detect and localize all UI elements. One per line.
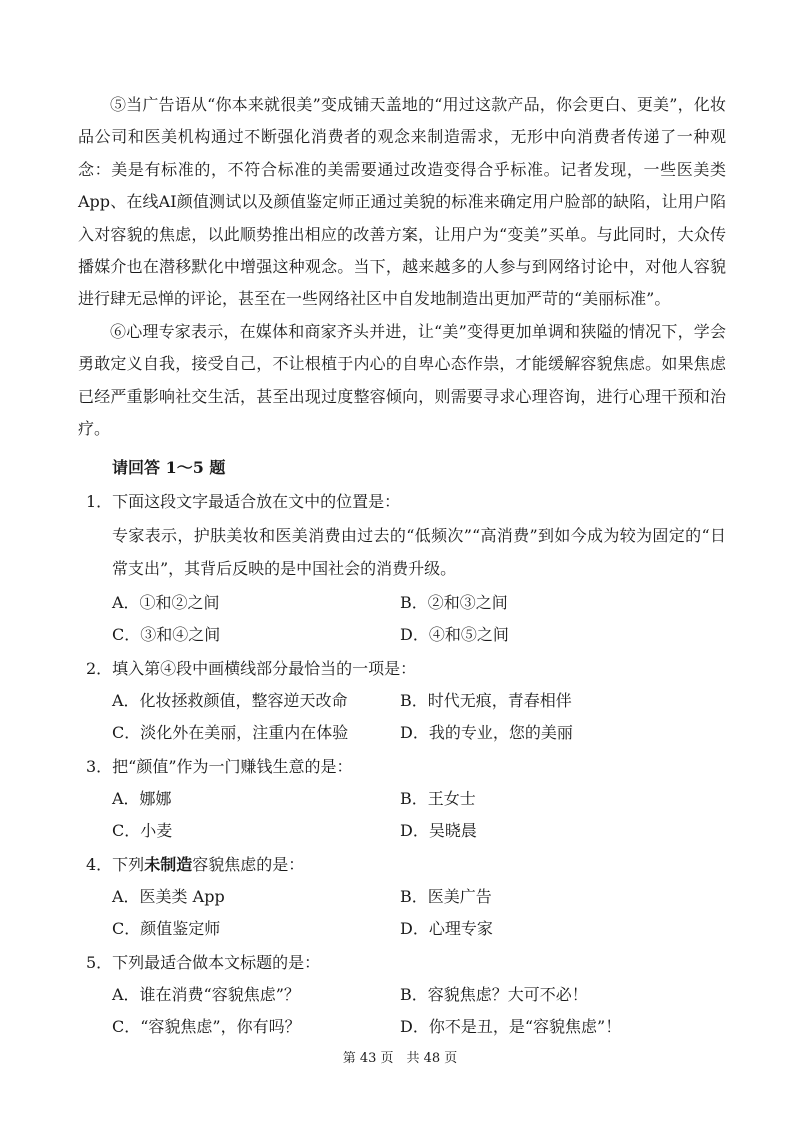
question-4-stem-start: 4．下列 xyxy=(86,855,145,874)
question-5-stem: 5．下列最适合做本文标题的是： xyxy=(86,953,321,972)
question-2-option-a[interactable]: A．化妆拯救颜值，整容逆天改命 xyxy=(112,691,348,710)
question-1-passage: 专家表示，护肤美妆和医美消费由过去的“低频次”“高消费”到如今成为较为固定的“日常支出”，其背后反映的是中国社会的消费升级。 xyxy=(112,526,726,578)
question-1-option-c[interactable]: C．③和④之间 xyxy=(112,625,221,644)
question-4-option-d[interactable]: D．心理专家 xyxy=(400,919,493,938)
paragraph-5: ⑤当广告语从“你本来就很美”变成铺天盖地的“用过这款产品，你会更白、更美”，化妆品公司和医美机构通过不断强化消费者的观念来制造需求，无形中向消费者传递了一种观念：美是有标准的，不符合标准的美需要通过改造变得合乎标准。记者发现，一些医美类App、在线AI颜值测试以及颜值鉴定师正通过美貌的标准来确定用户脸部的缺陷，让用户陷入对容貌的焦虑，以此顺势推出相应的改善方案，让用户为“变美”买单。与此同时，大众传播媒介也在潜移默化中增强这种观念。当下，越来越多的人参与到网络讨论中，对他人容貌进行肆无忌惮的评论，甚至在一些网络社区中自发地制造出更加严苛的“美丽标准”。 xyxy=(78,95,726,309)
question-5-option-b[interactable]: B．容貌焦虑？大可不必！ xyxy=(400,985,588,1004)
question-2-option-c[interactable]: C．淡化外在美丽，注重内在体验 xyxy=(112,723,349,742)
question-2-stem: 2．填入第④段中画横线部分最恰当的一项是： xyxy=(86,659,417,678)
section-title: 请回答 1～5 题 xyxy=(112,458,226,477)
question-3-option-d[interactable]: D．吴晓晨 xyxy=(400,821,477,840)
question-4-stem-end: 容貌焦虑的是： xyxy=(192,855,305,874)
question-4-option-b[interactable]: B．医美广告 xyxy=(400,887,492,906)
question-1-option-d[interactable]: D．④和⑤之间 xyxy=(400,625,509,644)
paragraph-6: ⑥心理专家表示，在媒体和商家齐头并进，让“美”变得更加单调和狭隘的情况下，学会勇敢定义自我，接受自己，不让根植于内心的自卑心态作祟，才能缓解容貌焦虑。如果焦虑已经严重影响社交生活，甚至出现过度整容倾向，则需要寻求心理咨询，进行心理干预和治疗。 xyxy=(78,322,726,439)
question-3-stem: 3．把“颜值”作为一门赚钱生意的是： xyxy=(86,757,353,776)
page-number-footer: 第 43 页 共 48 页 xyxy=(342,1051,458,1066)
question-5-option-d[interactable]: D．你不是丑，是“容貌焦虑”！ xyxy=(400,1017,622,1036)
question-3-option-a[interactable]: A．娜娜 xyxy=(112,789,172,808)
question-4-option-c[interactable]: C．颜值鉴定师 xyxy=(112,919,221,938)
question-5-option-c[interactable]: C．“容貌焦虑”，你有吗？ xyxy=(112,1017,301,1036)
question-3-option-b[interactable]: B．王女士 xyxy=(400,789,476,808)
question-4-stem-emphasis: 未制造 xyxy=(144,855,193,874)
question-5-option-a[interactable]: A．谁在消费“容貌焦虑”？ xyxy=(112,985,300,1004)
question-1-option-a[interactable]: A．①和②之间 xyxy=(112,593,220,612)
question-2-option-d[interactable]: D．我的专业，您的美丽 xyxy=(400,723,573,742)
question-1-option-b[interactable]: B．②和③之间 xyxy=(400,593,508,612)
question-4-option-a[interactable]: A．医美类 App xyxy=(112,887,225,906)
question-4-stem xyxy=(86,853,304,877)
question-2-option-b[interactable]: B．时代无痕，青春相伴 xyxy=(400,691,572,710)
question-1-stem: 1．下面这段文字最适合放在文中的位置是： xyxy=(86,492,401,511)
question-3-option-c[interactable]: C．小麦 xyxy=(112,821,173,840)
